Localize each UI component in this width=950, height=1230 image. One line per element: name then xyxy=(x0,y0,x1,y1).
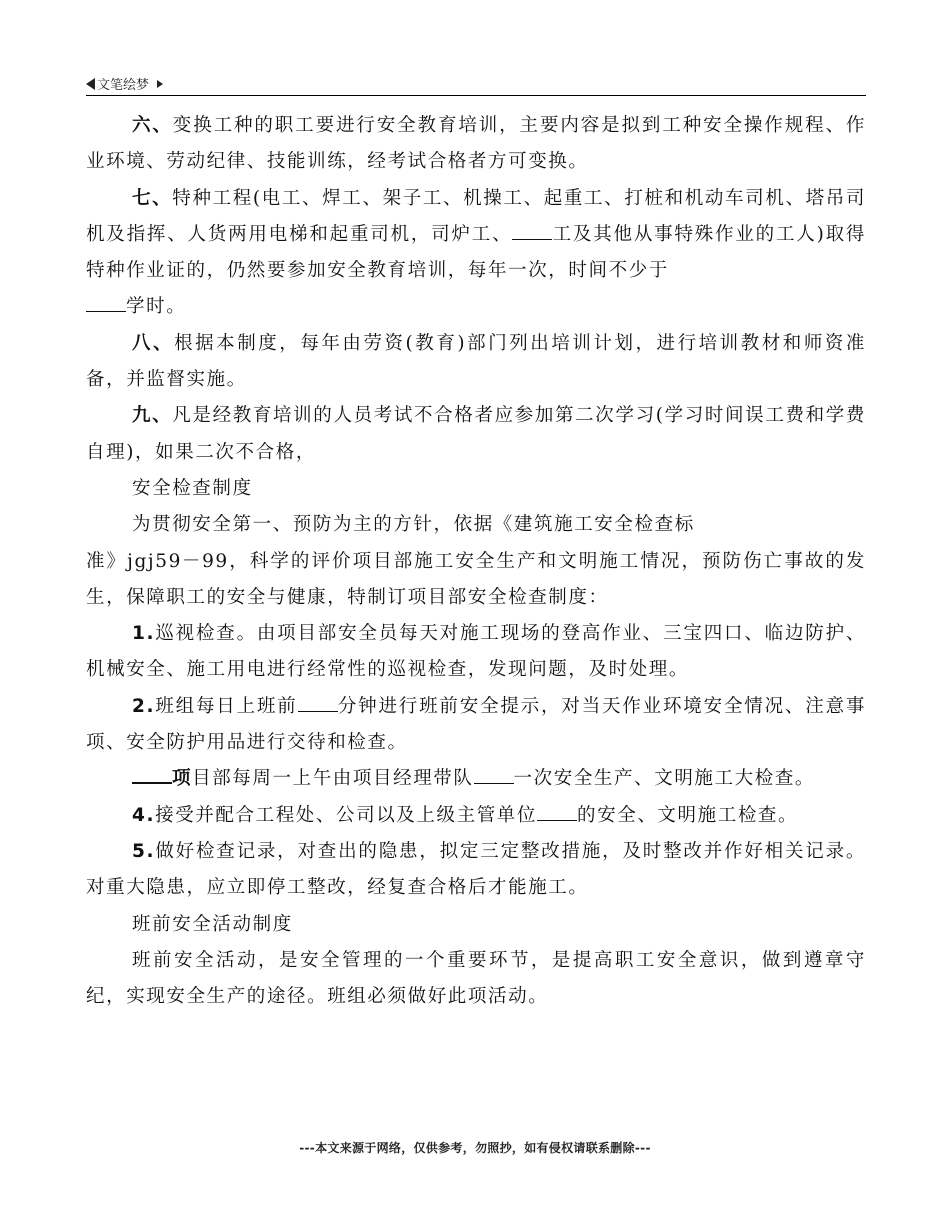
paragraph-7 xyxy=(86,181,866,326)
page-footer-disclaimer: ---本文来源于网络，仅供参考，勿照抄，如有侵权请联系删除--- xyxy=(299,1141,651,1155)
clause-5 xyxy=(86,834,866,907)
paragraph-text: 做好检查记录，对查出的隐患，拟定三定整改措施，及时整改并作好相关记录。对重大隐患，应立即停工整改，经复查合格后才能施工。 xyxy=(86,840,866,899)
paragraph-6 xyxy=(86,108,866,181)
fill-blank xyxy=(537,806,577,821)
item-number: 七、 xyxy=(132,187,173,209)
section-heading-safety-inspection: 安全检查制度 xyxy=(132,477,253,499)
paragraph-text: 为贯彻安全第一、预防为主的方针，依据《建筑施工安全检查标 xyxy=(132,514,695,536)
paragraph-text: 一次安全生产、文明施工大检查。 xyxy=(513,768,816,790)
triangle-left-icon xyxy=(86,78,95,90)
document-body xyxy=(86,108,866,1015)
paragraph-text: 变换工种的职工要进行安全教育培训，主要内容是拟到工种安全操作规程、作业环境、劳动纪律、技能训练，经考试合格者方可变换。 xyxy=(86,115,866,173)
paragraph-text: 班组每日上班前 xyxy=(155,695,298,717)
header-divider xyxy=(86,95,866,96)
paragraph-text: 巡视检查。由项目部安全员每天对施工现场的登高作业、三宝四口、临边防护、机械安全、施工用电进行经常性的巡视检查，发现问题，及时处理。 xyxy=(86,623,866,681)
final-paragraph: 班前安全活动，是安全管理的一个重要环节，是提高职工安全意识，做到遵章守纪，实现安全生产的途径。班组必须做好此项活动。 xyxy=(86,949,866,1008)
paragraph-text: 分钟进行班前安全提示，对当天作业环境安全情况、注意事项、安全防护用品进行交待和检查。 xyxy=(86,695,866,754)
item-number: 九、 xyxy=(132,405,173,427)
header-brand xyxy=(86,74,163,93)
clause-2 xyxy=(86,689,866,762)
item-number: 4. xyxy=(132,804,156,826)
item-number: 六、 xyxy=(132,115,173,136)
paragraph-9 xyxy=(86,398,866,471)
paragraph-text: 特种工程(电工、焊工、架子工、机操工、起重工、打桩和机动车司机、塔吊司机及指挥、人货两用电梯和起重司机，司炉工、 xyxy=(86,187,866,245)
paragraph-text: 准》jgj59－99，科学的评价项目部施工安全生产和文明施工情况，预防伤亡事故的发生，保障职工的安全与健康，特制订项目部安全检查制度： xyxy=(86,550,866,608)
section-heading-pre-shift-safety: 班前安全活动制度 xyxy=(132,913,293,935)
paragraph-text: 接受并配合工程处、公司以及上级主管单位 xyxy=(155,804,538,826)
clause-1 xyxy=(86,616,866,689)
paragraph-text: 工及其他从事特殊作业的工人)取得特种作业证的，仍然要参加安全教育培训，每年一次，时间不少于 xyxy=(86,223,866,282)
fill-blank xyxy=(512,225,552,240)
paragraph-8 xyxy=(86,326,866,399)
paragraph-text: 目部每周一上午由项目经理带队 xyxy=(192,768,474,790)
clause-3 xyxy=(86,761,866,797)
item-lead: 项 xyxy=(172,768,193,790)
fill-blank xyxy=(298,697,338,712)
item-number: 2. xyxy=(132,695,156,717)
item-number: 5. xyxy=(132,840,156,862)
fill-blank xyxy=(474,769,514,784)
clause-4 xyxy=(86,798,866,834)
paragraph-text: 根据本制度，每年由劳资(教育)部门列出培训计划，进行培训教材和师资准备，并监督实施。 xyxy=(86,332,867,391)
item-number: 1. xyxy=(132,623,156,645)
page-header xyxy=(86,70,866,96)
paragraph-text: 凡是经教育培训的人员考试不合格者应参加第二次学习(学习时间误工费和学费自理)，如果二次不合格， xyxy=(86,405,866,463)
triangle-right-icon xyxy=(157,80,163,88)
paragraph-text: 的安全、文明施工检查。 xyxy=(577,804,799,826)
intro-paragraph xyxy=(86,507,866,616)
paragraph-text: 学时。 xyxy=(126,296,187,318)
item-number: 八、 xyxy=(132,332,175,354)
fill-blank xyxy=(86,297,126,312)
fill-blank xyxy=(132,768,172,784)
brand-label: 文笔绘梦 xyxy=(97,78,150,93)
